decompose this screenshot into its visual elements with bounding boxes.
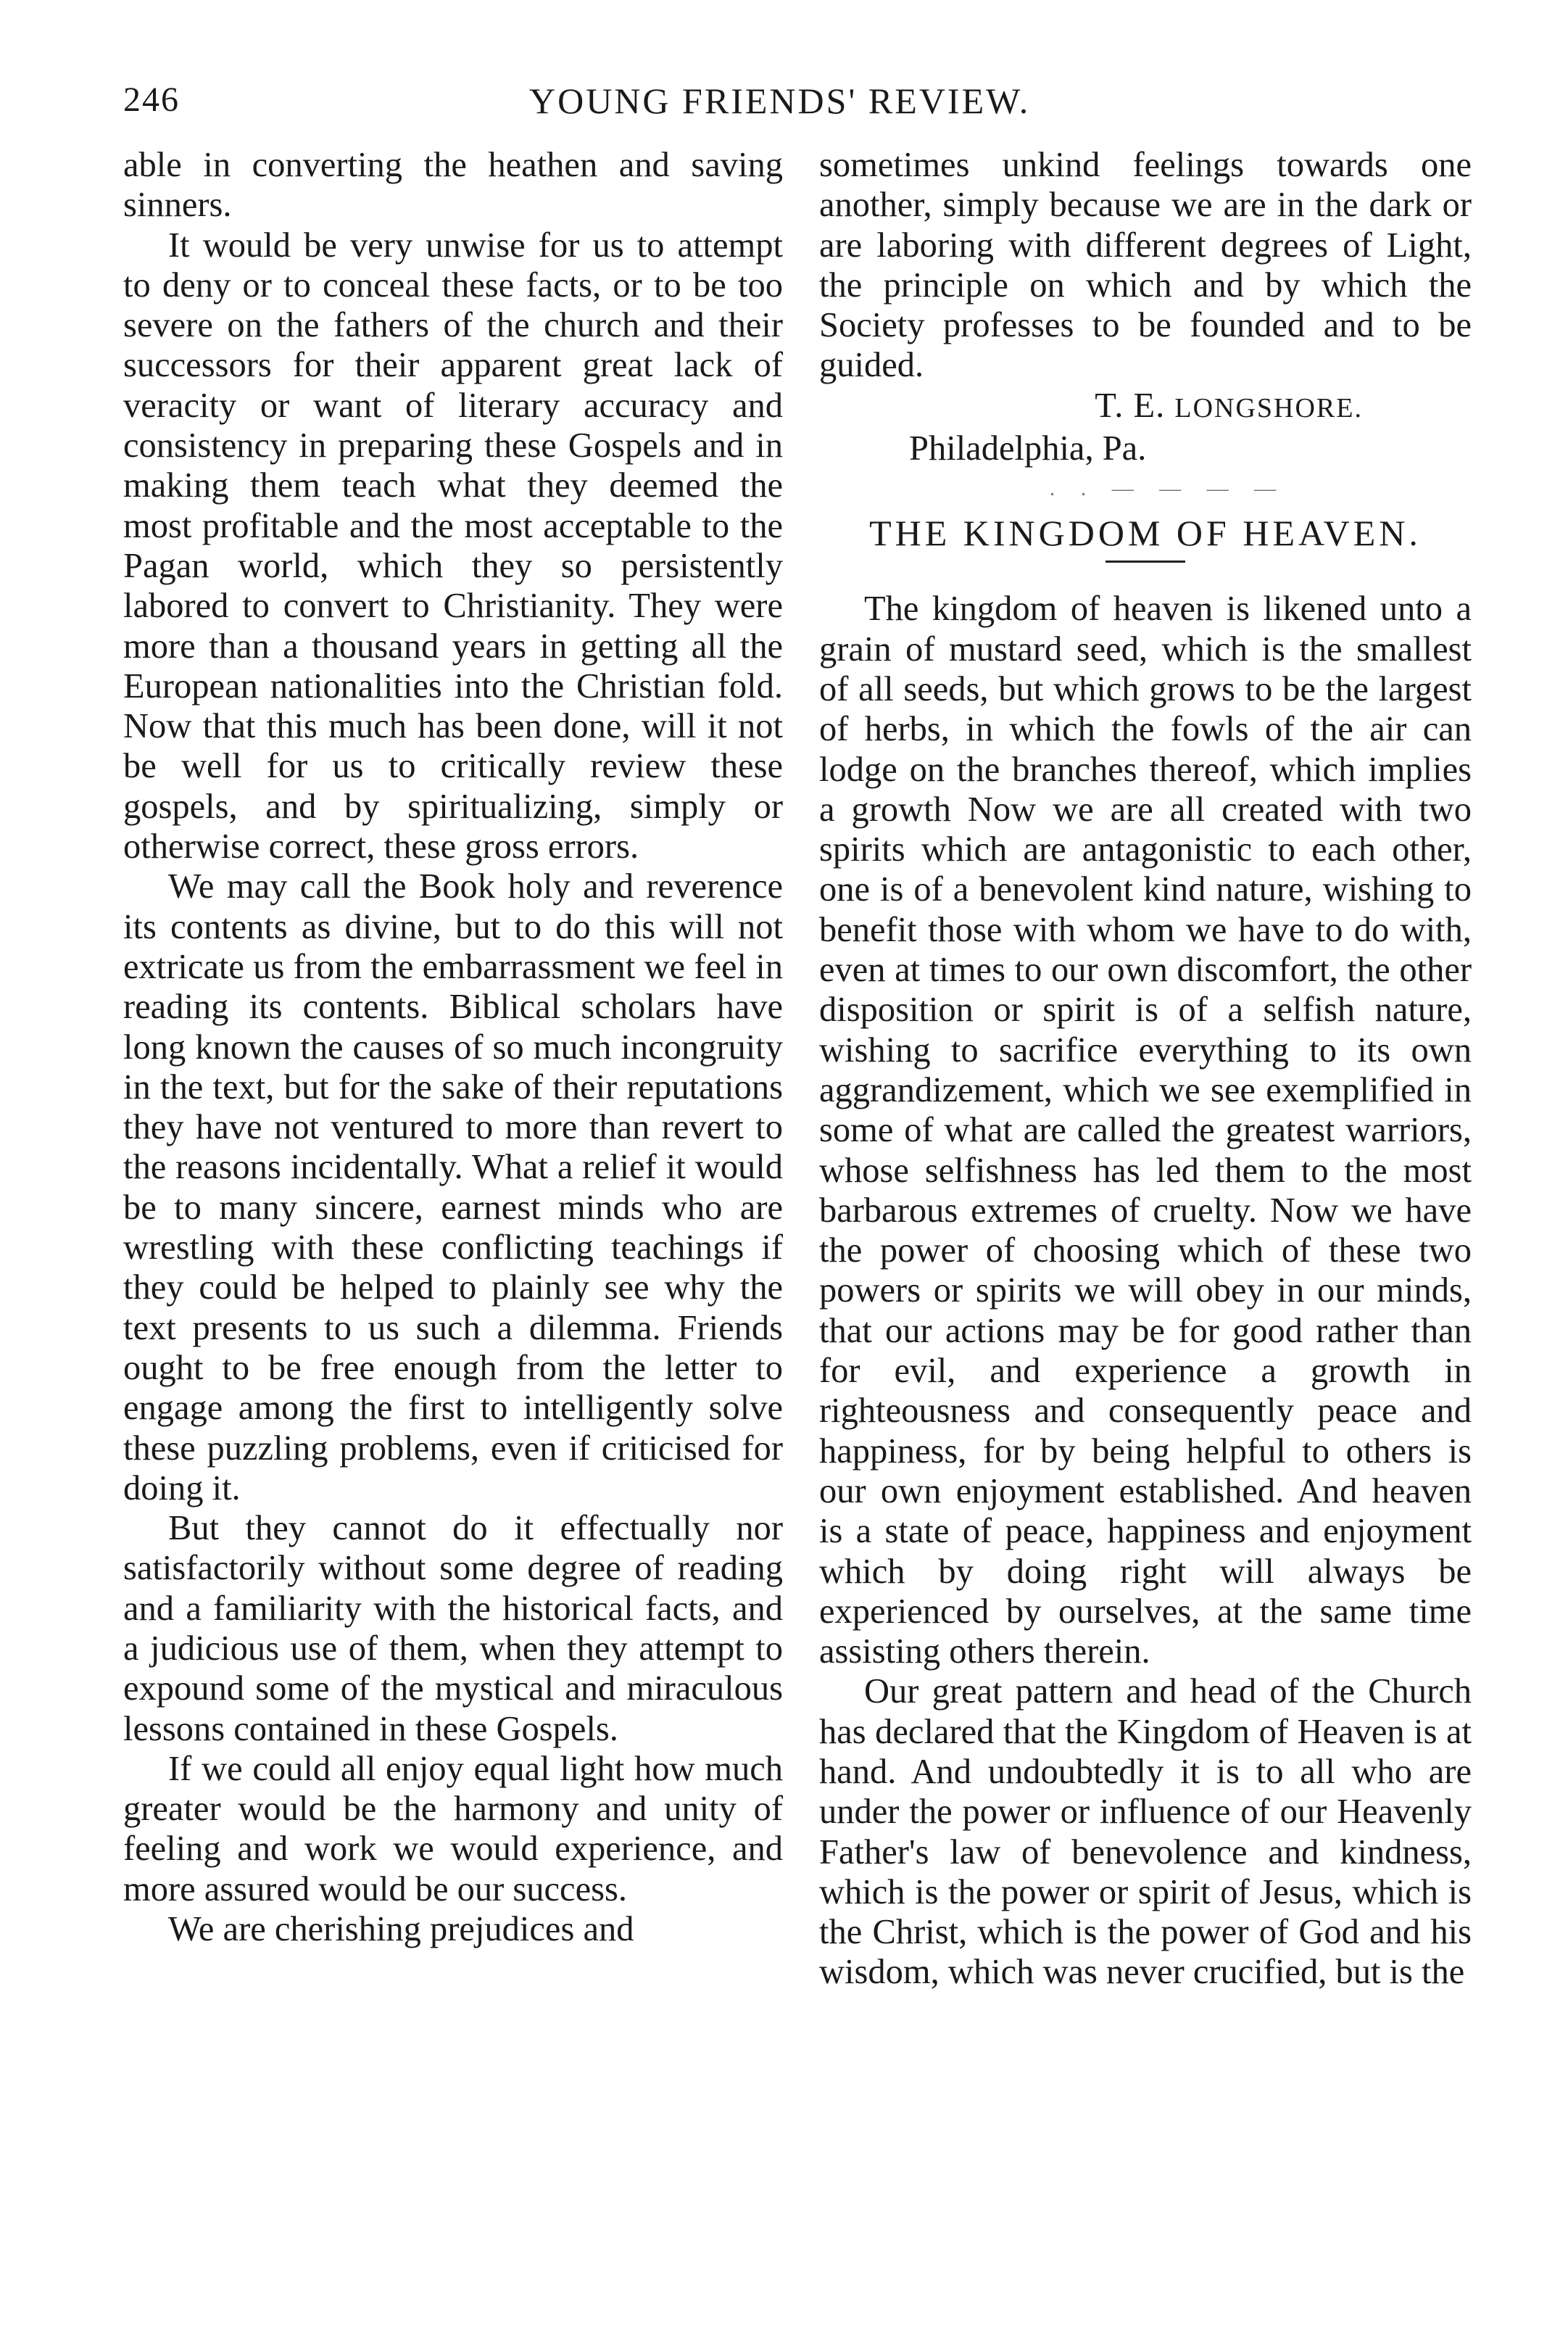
article-title: THE KINGDOM OF HEAVEN. — [869, 513, 1422, 554]
paragraph: If we could all enjoy equal light how much greater would be the harmony and unity of feeling and work we would experience, and more assured would be our success. — [123, 1749, 783, 1908]
section-separator: . . — — — — — [1049, 476, 1287, 501]
paragraph: The kingdom of heaven is likened unto a grain of mustard seed, which is the smallest of all seeds, but which grows to be the largest of herbs, in which the fowls of the air can lodge on the branches thereof, which implies a growth Now we are all created with two spirits which are antagonistic to each other, one is of a benevolent kind nature, wishing to benefit those with whom we have to do with, even at times to our own discomfort, the other disposition or spirit is of a selfish nature, wishing to sacrifice everything to its own aggrandizement, which we see exemplified in some of what are called the greatest warriors, whose selfishness has led them to the most barbarous extremes of cruelty. Now we have the power of choosing which of these two powers or spirits we will obey in our minds, that our actions may be for good rather than for evil, and experience a growth in righteousness and consequently peace and happiness, for by being helpful to others is our own enjoyment established. And heaven is a state of peace, happiness and enjoyment which by doing right will always be experienced by ourselves, at the same time assisting others therein. — [819, 590, 1472, 1671]
running-head: YOUNG FRIENDS' REVIEW. — [529, 80, 1031, 121]
page-header — [123, 80, 1464, 131]
paragraph: Our great pattern and head of the Church has declared that the Kingdom of Heaven is at hand. And undoubtedly it is to all who are under the power or influence of our Heavenly Father's law of benevolence and kindness, which is the power or spirit of Jesus, which is the Christ, which is the power of God and his wisdom, which was never crucified, but is the — [819, 1672, 1472, 1992]
paragraph: It would be very unwise for us to attempt to deny or to conceal these facts, or to be too severe on the fathers of the church and their successors for their apparent great lack of veracity or want of literary accuracy and consistency in preparing these Gospels and in making them teach what they deemed the most profitable and the most acceptable to the Pagan world, which they so persistently labored to convert to Christianity. They were more than a thousand years in getting all the European nationalities into the Christian fold. Now that this much has been done, will it not be well for us to critically review these gospels, and by spiritualizing, simply or otherwise correct, these gross errors. — [123, 226, 783, 867]
title-rule — [1106, 561, 1185, 563]
paragraph: But they cannot do it effectually nor satisfactorily without some degree of reading and a familiarity with the historical facts, and a judicious use of them, when they attempt to expound some of the mystical and miraculous lessons contained in these Gospels. — [123, 1509, 783, 1748]
left-column — [123, 145, 783, 1949]
paragraph: We may call the Book holy and reverence its contents as divine, but to do this will not extricate us from the embarrassment we feel in reading its contents. Biblical scholars have long known the causes of so much incongruity in the text, but for the sake of their reputations they have not ventured to more than revert to the reasons incidentally. What a relief it would be to many sincere, earnest minds who are wrestling with these conflicting teachings if they could be helped to plainly see why the text presents to us such a dilemma. Friends ought to be free enough from the letter to engage among the first to intelligently solve these puzzling problems, even if criticised for doing it. — [123, 867, 783, 1508]
right-column — [819, 145, 1472, 1993]
paragraph: sometimes unkind feelings towards one another, simply because we are in the dark or are laboring with different degrees of Light, the principle on which and by which the Society professes to be founded and to be guided. — [819, 146, 1472, 385]
author-signature — [819, 386, 1472, 429]
page-number: 246 — [123, 80, 180, 119]
signature-name: LONGSHORE. — [1174, 392, 1363, 423]
signature-initials: T. E. — [1095, 386, 1166, 425]
paragraph: able in converting the heathen and saving sinners. — [123, 146, 783, 225]
paragraph: We are cherishing prejudices and — [168, 1910, 634, 1949]
dateline-place: Philadelphia, Pa. — [909, 429, 1147, 468]
